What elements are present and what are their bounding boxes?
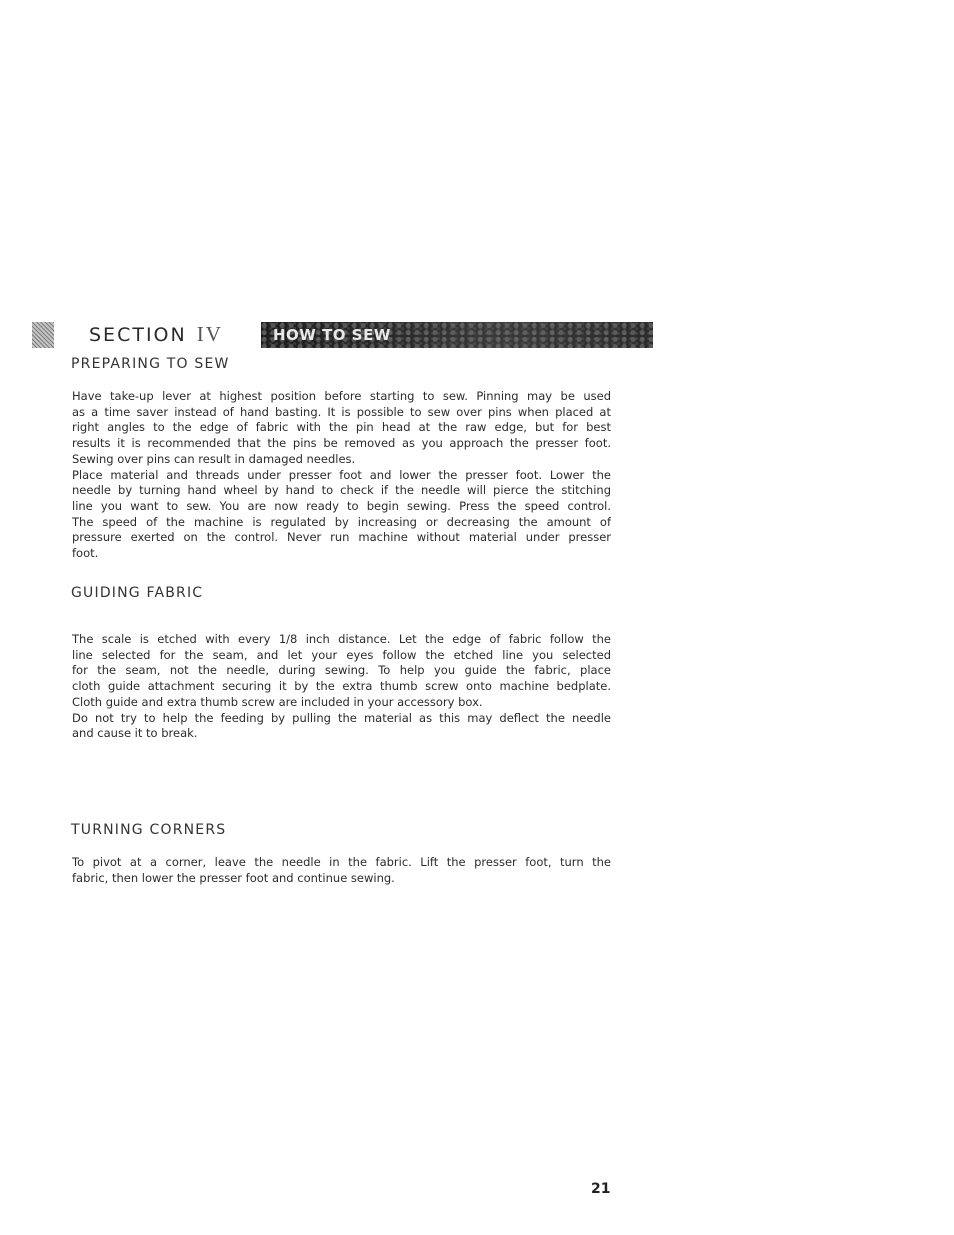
- banner-title: HOW TO SEW: [273, 326, 391, 344]
- text-line: Sewing over pins can result in damaged needles.: [72, 451, 356, 466]
- text-line: Do not try to help the feeding by pulling the material as this may deflect the needle: [72, 710, 611, 725]
- page-number: 21: [591, 1181, 611, 1197]
- text-line: The speed of the machine is regulated by increasing or decreasing the amount of: [72, 514, 611, 529]
- section-title: [89, 322, 223, 347]
- section-banner: [261, 322, 653, 348]
- text-line: fabric, then lower the presser foot and continue sewing.: [72, 870, 395, 885]
- text-line: results it is recommended that the pins be removed as you approach the presser foot.: [72, 436, 611, 451]
- heading-preparing-to-sew: PREPARING TO SEW: [71, 356, 230, 372]
- section-number: IV: [196, 322, 223, 346]
- text-line: needle by turning hand wheel by hand to check if the needle will pierce the stitching: [72, 483, 611, 498]
- paragraph-guiding-fabric: [72, 632, 611, 742]
- heading-guiding-fabric: GUIDING FABRIC: [71, 585, 204, 601]
- text-line: cloth guide attachment securing it by the extra thumb screw onto machine bedplate.: [72, 679, 611, 694]
- heading-turning-corners: TURNING CORNERS: [71, 822, 227, 838]
- text-line: right angles to the edge of fabric with the pin head at the raw edge, but for best: [72, 420, 611, 435]
- paragraph-turning-corners: [72, 855, 611, 886]
- text-line: To pivot at a corner, leave the needle in the fabric. Lift the presser foot, turn the: [72, 855, 611, 869]
- section-tab-marker: [32, 322, 54, 348]
- text-line: line you want to sew. You are now ready to begin sewing. Press the speed control.: [72, 498, 611, 513]
- section-label: SECTION: [89, 324, 187, 346]
- text-line: Have take-up lever at highest position before starting to sew. Pinning may be used: [72, 389, 611, 403]
- text-line: pressure exerted on the control. Never run machine without material under presser: [72, 530, 611, 545]
- text-line: for the seam, not the needle, during sewing. To help you guide the fabric, place: [72, 663, 611, 678]
- paragraph-preparing-to-sew: [72, 389, 611, 562]
- text-line: and cause it to break.: [72, 726, 198, 741]
- text-line: line selected for the seam, and let your eyes follow the etched line you selected: [72, 647, 611, 662]
- text-line: foot.: [72, 546, 99, 561]
- text-line: The scale is etched with every 1/8 inch distance. Let the edge of fabric follow the: [72, 632, 611, 646]
- text-line: Place material and threads under presser foot and lower the presser foot. Lower the: [72, 467, 611, 482]
- text-line: as a time saver instead of hand basting. It is possible to sew over pins when placed at: [72, 404, 611, 419]
- text-line: Cloth guide and extra thumb screw are included in your accessory box.: [72, 694, 483, 709]
